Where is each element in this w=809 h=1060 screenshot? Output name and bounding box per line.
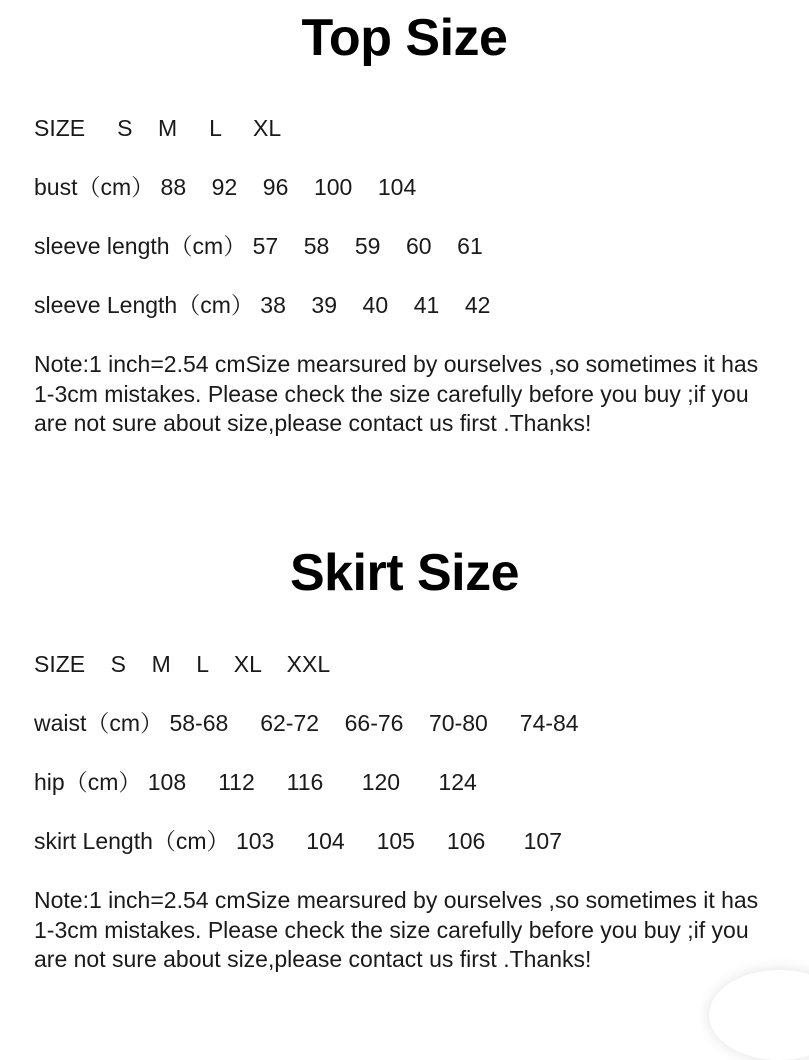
skirt-size-header-row: SIZE S M L XL XXL [34,651,331,677]
top-size-title: Top Size [301,9,508,67]
skirt-waist-row: waist（cm） 58-68 62-72 66-76 70-80 74-84 [34,710,579,736]
skirt-length-row: skirt Length（cm） 103 104 105 106 107 [34,828,563,854]
skirt-size-title: Skirt Size [289,544,520,602]
top-bust-row: bust（cm） 88 92 96 100 104 [34,174,417,200]
skirt-size-note: Note:1 inch=2.54 cmSize mearsured by ourselves ,so sometimes it has 1-3cm mistakes. Please check the size carefully before you buy ;if you are not sure about size,please contact us first .Thanks! [34,887,759,972]
top-size-note: Note:1 inch=2.54 cmSize mearsured by ourselves ,so sometimes it has 1-3cm mistakes. Please check the size carefully before you buy ;if you are not sure about size,please contact us first .Thanks! [34,351,759,436]
floating-bubble [709,970,809,1060]
top-size-header-row: SIZE S M L XL [34,115,282,141]
top-sleeve-length-row: sleeve length（cm） 57 58 59 60 61 [34,233,483,259]
skirt-hip-row: hip（cm） 108 112 116 120 124 [34,769,477,795]
top-sleeve-length-row-2: sleeve Length（cm） 38 39 40 41 42 [34,292,491,318]
